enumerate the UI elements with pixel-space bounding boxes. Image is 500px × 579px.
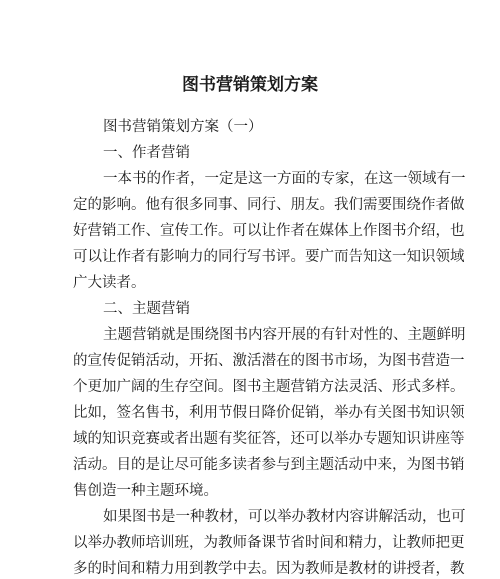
section-heading-author-marketing: 一、作者营销: [103, 145, 190, 161]
paragraph-line: 以举办教师培训班，为教师备课节省时间和精力，让教师把更: [73, 535, 465, 551]
paragraph-line: 售创造一种主题环境。: [73, 483, 218, 499]
paragraph-line: 如果图书是一种教材，可以举办教材内容讲解活动，也可: [103, 509, 466, 525]
paragraph-line: 的宣传促销活动，开拓、激活潜在的图书市场，为图书营造一: [73, 353, 465, 369]
paragraph-line: 活动。目的是让尽可能多读者参与到主题活动中来，为图书销: [73, 457, 465, 473]
paragraph-line: 一本书的作者，一定是这一方面的专家，在这一领域有一: [103, 171, 466, 187]
paragraph-line: 多的时间和精力用到教学中去。因为教师是教材的讲授者，教: [73, 561, 465, 577]
paragraph-line: 比如，签名售书，利用节假日降价促销，举办有关图书知识领: [73, 405, 465, 421]
paragraph-line: 主题营销就是围绕图书内容开展的有针对性的、主题鲜明: [103, 327, 466, 343]
paragraph-line: 好营销工作、宣传工作。可以让作者在媒体上作图书介绍，也: [73, 223, 465, 239]
section-heading-plan-one: 图书营销策划方案（一）: [103, 119, 263, 135]
document-title: 图书营销策划方案: [182, 75, 318, 95]
paragraph-line: 域的知识竞赛或者出题有奖征答，还可以举办专题知识讲座等: [73, 431, 465, 447]
paragraph-line: 个更加广阔的生存空间。图书主题营销方法灵活、形式多样。: [73, 379, 465, 395]
paragraph-line: 广大读者。: [73, 275, 146, 291]
section-heading-theme-marketing: 二、主题营销: [103, 301, 190, 317]
paragraph-line: 定的影响。他有很多同事、同行、朋友。我们需要围绕作者做: [73, 197, 465, 213]
paragraph-line: 可以让作者有影响力的同行写书评。要广而告知这一知识领域: [73, 249, 465, 265]
